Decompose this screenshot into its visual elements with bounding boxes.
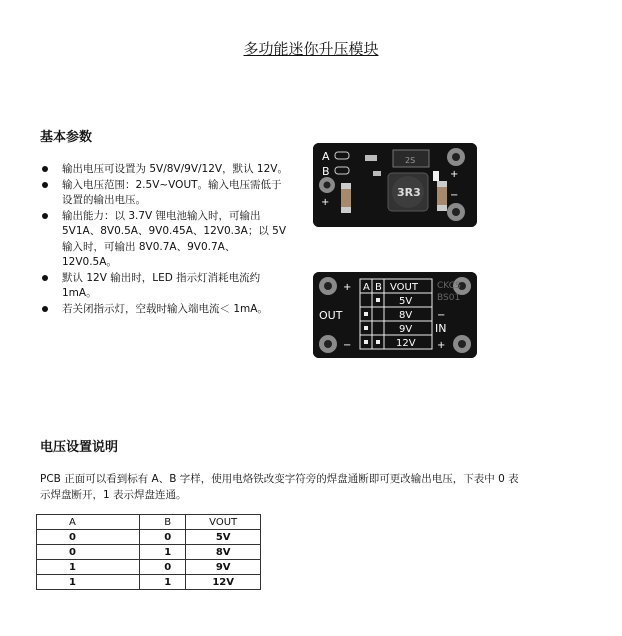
svg-text:−: − bbox=[437, 310, 446, 321]
pcb-back-image bbox=[313, 272, 477, 358]
table-row: 0 0 5V bbox=[37, 530, 261, 545]
brand-mark: CKCS bbox=[437, 281, 461, 291]
list-item: 输入电压范围：2.5V~VOUT。输入电压需低于设置的输出电压。 bbox=[40, 178, 290, 209]
model-mark: BS01 bbox=[437, 293, 461, 303]
list-item: 输出电压可设置为 5V/8V/9V/12V，默认 12V。 bbox=[40, 162, 290, 178]
svg-text:5V: 5V bbox=[399, 296, 413, 307]
svg-text:9V: 9V bbox=[399, 324, 413, 335]
ic-marking: 2S bbox=[405, 156, 416, 165]
header-b: B bbox=[140, 515, 186, 530]
svg-text:+: + bbox=[343, 282, 352, 293]
spec-list bbox=[40, 162, 290, 317]
header-a: A bbox=[37, 515, 140, 530]
header-vout: VOUT bbox=[186, 515, 261, 530]
in-label: IN bbox=[435, 322, 447, 335]
table-row: 1 1 12V bbox=[37, 575, 261, 590]
svg-text:12V: 12V bbox=[396, 338, 416, 349]
table-row: 0 1 8V bbox=[37, 545, 261, 560]
minus-mark: − bbox=[450, 190, 459, 201]
section-heading-basic-params: 基本参数 bbox=[40, 130, 93, 145]
plus-mark: + bbox=[450, 169, 459, 180]
svg-text:A: A bbox=[363, 282, 370, 293]
section-heading-voltage-setting: 电压设置说明 bbox=[40, 440, 119, 455]
svg-text:+: + bbox=[321, 197, 330, 208]
bullet-icon bbox=[42, 166, 48, 172]
list-item: 默认 12V 输出时，LED 指示灯消耗电流约 1mA。 bbox=[40, 271, 290, 302]
bullet-icon bbox=[42, 275, 48, 281]
table-header-row bbox=[37, 515, 261, 530]
svg-text:VOUT: VOUT bbox=[390, 282, 418, 293]
svg-text:+: + bbox=[437, 340, 446, 351]
label-a: A bbox=[322, 150, 330, 163]
inductor-marking: 3R3 bbox=[397, 186, 421, 199]
table-row: 1 0 9V bbox=[37, 560, 261, 575]
svg-text:8V: 8V bbox=[399, 310, 413, 321]
svg-text:−: − bbox=[343, 340, 352, 351]
svg-text:B: B bbox=[375, 282, 382, 293]
out-label: OUT bbox=[319, 309, 343, 322]
bullet-icon bbox=[42, 182, 48, 188]
list-item: 若关闭指示灯，空载时输入端电流＜ 1mA。 bbox=[40, 302, 290, 318]
voltage-setting-description: PCB 正面可以看到标有 A、B 字样，使用电烙铁改变字符旁的焊盘通断即可更改输出电压，下表中 0 表示焊盘断开，1 表示焊盘连通。 bbox=[40, 473, 519, 501]
label-b: B bbox=[322, 165, 330, 178]
bullet-icon bbox=[42, 213, 48, 219]
voltage-table bbox=[36, 514, 261, 590]
pcb-front-image bbox=[313, 143, 477, 227]
bullet-icon bbox=[42, 306, 48, 312]
list-item: 输出能力：以 3.7V 锂电池输入时，可输出 5V1A、8V0.5A、9V0.45A、12V0.3A；以 5V 输入时，可输出 8V0.7A、9V0.7A、12V0.5A。 bbox=[40, 209, 290, 271]
page-title: 多功能迷你升压模块 bbox=[243, 40, 379, 58]
